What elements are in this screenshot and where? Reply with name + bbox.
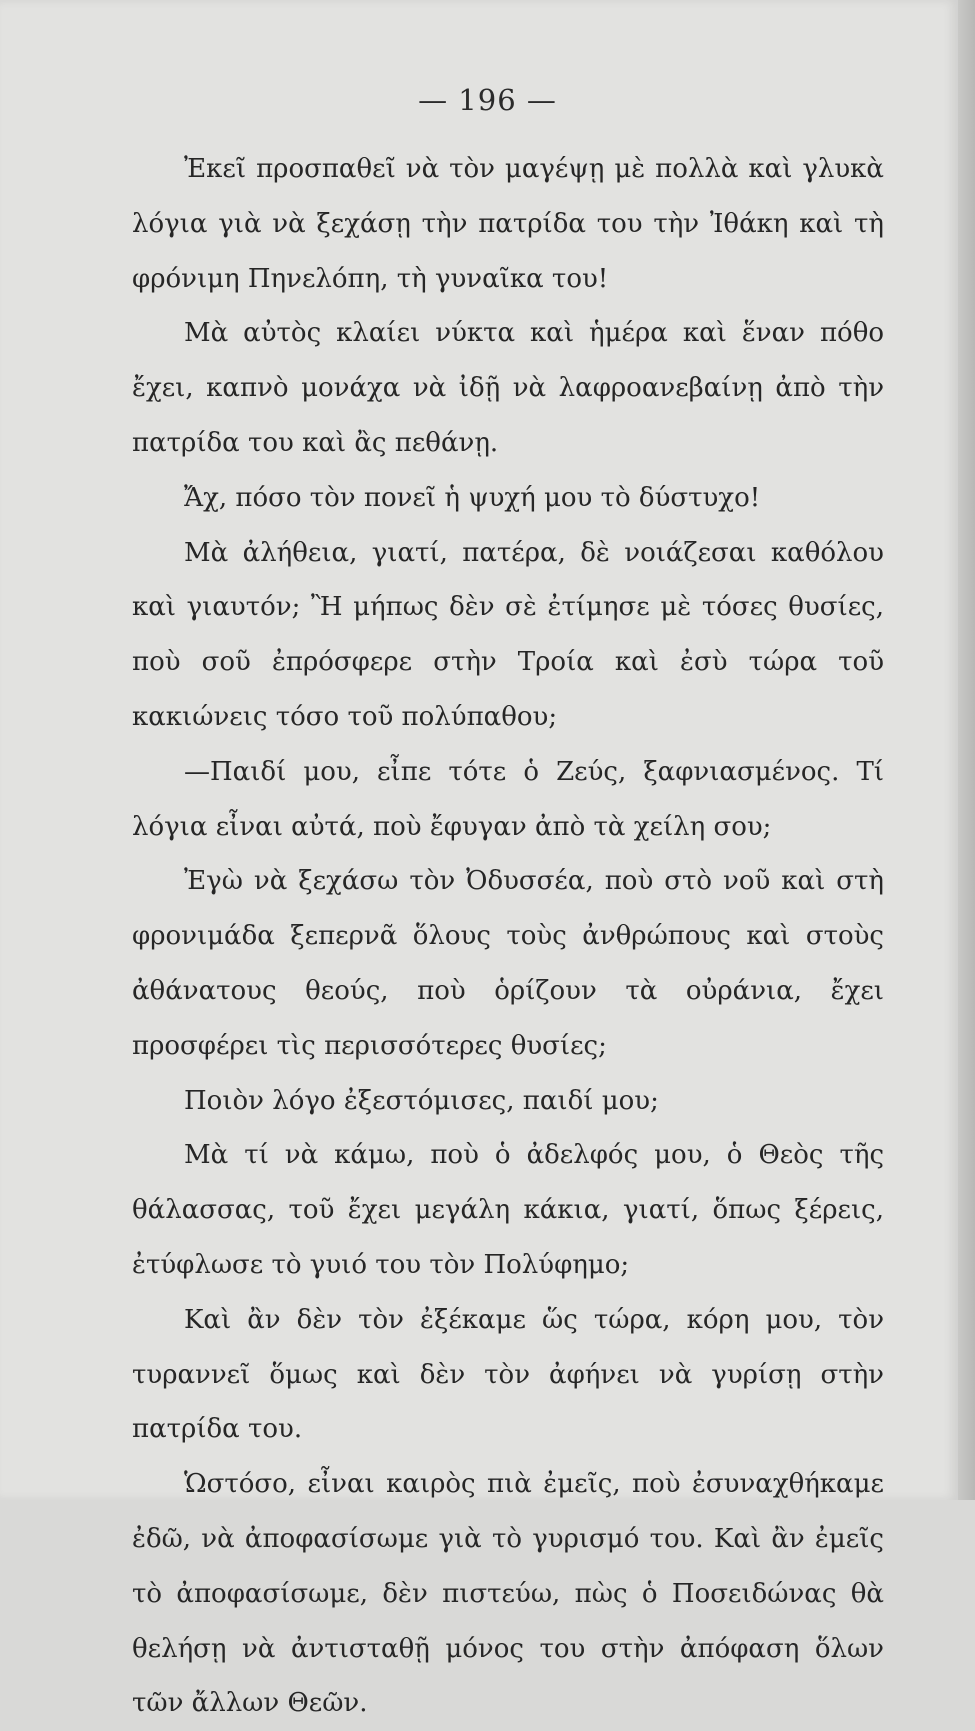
body-text: [132, 142, 884, 1731]
paragraph: Μὰ τί νὰ κάμω, ποὺ ὁ ἀδελφός μου, ὁ Θεὸς τῆς θάλασσας, τοῦ ἔχει μεγάλη κάκια, γιατί, ὅπως ξέρεις, ἐτύφλωσε τὸ γυιό του τὸν Πολύφημο;: [132, 1140, 884, 1280]
page-edge: [958, 0, 975, 1500]
paragraph: Ἄχ, πόσο τὸν πονεῖ ἡ ψυχή μου τὸ δύστυχο!: [184, 482, 761, 513]
paragraph: Ὡστόσο, εἶναι καιρὸς πιὰ ἐμεῖς, ποὺ ἐσυναχθήκαμε ἐδῶ, νὰ ἀποφασίσωμε γιὰ τὸ γυρισμό του. Καὶ ἂν ἐμεῖς τὸ ἀποφασίσωμε, δὲν πιστεύω, πὼς ὁ Ποσειδώνας θὰ θελήσῃ νὰ ἀντισταθῇ μόνος του στὴν ἀπόφαση ὅλων τῶν ἄλλων Θεῶν.: [132, 1469, 884, 1719]
paragraph: Μὰ ἀλήθεια, γιατί, πατέρα, δὲ νοιάζεσαι καθόλου καὶ γιαυτόν; Ἢ μήπως δὲν σὲ ἐτίμησε μὲ τόσες θυσίες, ποὺ σοῦ ἐπρόσφερε στὴν Τροία καὶ ἐσὺ τώρα τοῦ κακιώνεις τόσο τοῦ πολύπαθου;: [132, 537, 884, 732]
paragraph: Ἐκεῖ προσπαθεῖ νὰ τὸν μαγέψῃ μὲ πολλὰ καὶ γλυκὰ λόγια γιὰ νὰ ξεχάσῃ τὴν πατρίδα του τὴν Ἰθάκη καὶ τὴ φρόνιμη Πηνελόπη, τὴ γυναῖκα του!: [132, 154, 884, 294]
page-number: — 196 —: [418, 83, 557, 117]
paragraph: —Παιδί μου, εἶπε τότε ὁ Ζεύς, ξαφνιασμένος. Τί λόγια εἶναι αὐτά, ποὺ ἔφυγαν ἀπὸ τὰ χείλη σου;: [132, 756, 884, 842]
paragraph: Ποιὸν λόγο ἐξεστόμισες, παιδί μου;: [184, 1085, 659, 1116]
paragraph: Μὰ αὐτὸς κλαίει νύκτα καὶ ἡμέρα καὶ ἕναν πόθο ἔχει, καπνὸ μονάχα νὰ ἰδῇ νὰ λαφροανεβαίνῃ ἀπὸ τὴν πατρίδα του καὶ ἂς πεθάνῃ.: [132, 318, 884, 458]
paragraph: Καὶ ἂν δὲν τὸν ἐξέκαμε ὥς τώρα, κόρη μου, τὸν τυραννεῖ ὅμως καὶ δὲν τὸν ἀφήνει νὰ γυρίσῃ στὴν πατρίδα του.: [132, 1304, 884, 1445]
paragraph: Ἐγὼ νὰ ξεχάσω τὸν Ὀδυσσέα, ποὺ στὸ νοῦ καὶ στὴ φρονιμάδα ξεπερνᾶ ὅλους τοὺς ἀνθρώπους καὶ στοὺς ἀθάνατους θεούς, ποὺ ὁρίζουν τὰ οὐράνια, ἔχει προσφέρει τὶς περισσότερες θυσίες;: [132, 866, 884, 1061]
